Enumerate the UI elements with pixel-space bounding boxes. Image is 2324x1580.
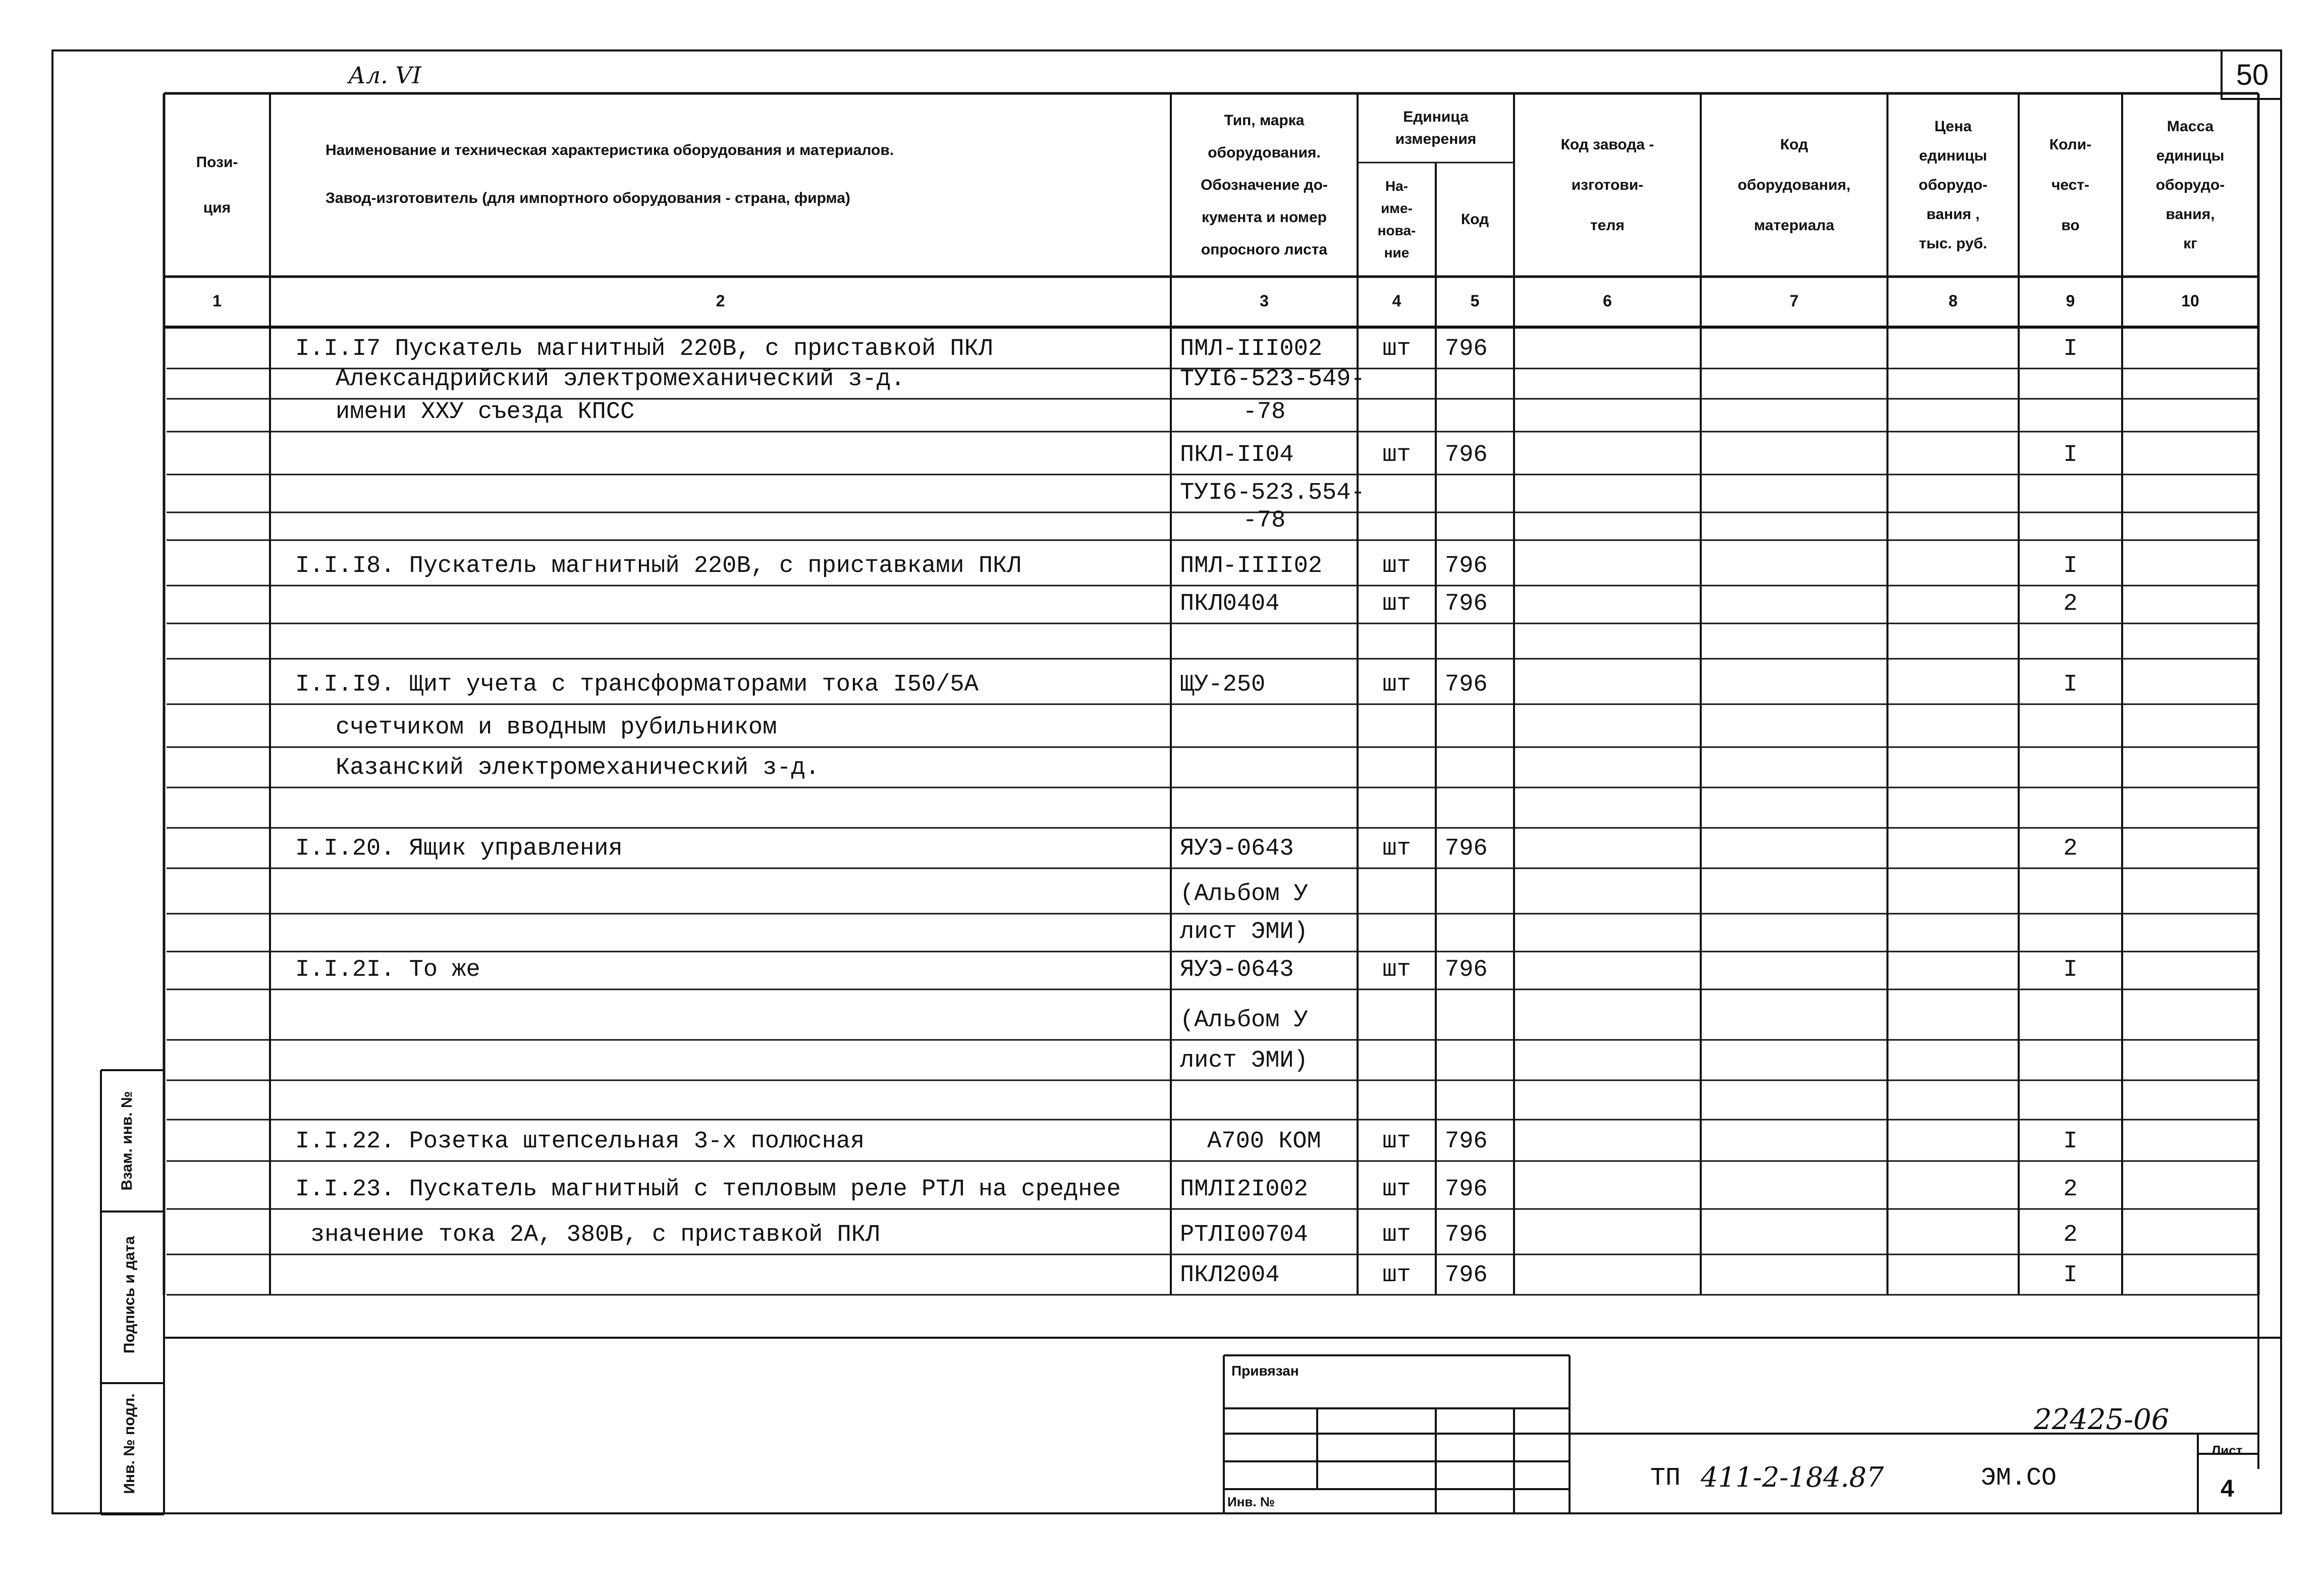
item-name: I.I.22. Розетка штепсельная 3-х полюсная bbox=[295, 1128, 865, 1155]
item-quantity: 2 bbox=[2063, 1176, 2078, 1203]
column-number: 10 bbox=[2181, 292, 2199, 310]
item-unit: шт bbox=[1382, 671, 1411, 698]
column-number: 6 bbox=[1603, 292, 1612, 310]
header-line: Цена bbox=[1934, 118, 1972, 135]
item-type: ЩУ-250 bbox=[1180, 671, 1266, 698]
header-line: во bbox=[2061, 217, 2080, 234]
header-line: оборудования. bbox=[1208, 144, 1321, 161]
item-type: ТУI6-523-549- bbox=[1180, 366, 1365, 393]
header-line: Масса bbox=[2167, 118, 2214, 135]
header-line: изготови- bbox=[1571, 176, 1644, 193]
item-quantity: I bbox=[2063, 1128, 2078, 1155]
header-unit-code bbox=[1436, 205, 1514, 234]
item-type: ПМЛ-IIII02 bbox=[1180, 553, 1323, 580]
item-type: ЯУЭ-0643 bbox=[1180, 835, 1294, 862]
item-name: I.I.I8. Пускатель магнитный 220В, с приставками ПКЛ bbox=[295, 553, 1021, 580]
item-name: I.I.20. Ящик управления bbox=[295, 835, 623, 862]
item-quantity: I bbox=[2063, 336, 2078, 362]
item-unit: шт bbox=[1382, 1176, 1411, 1203]
item-quantity: 2 bbox=[2063, 1222, 2078, 1248]
header-line: ция bbox=[203, 199, 231, 216]
column-number: 5 bbox=[1470, 292, 1480, 310]
header-line: вания , bbox=[1926, 205, 1980, 223]
column-number: 3 bbox=[1260, 292, 1269, 310]
item-type: лист ЭМИ) bbox=[1180, 1047, 1308, 1074]
column-number: 1 bbox=[212, 292, 222, 310]
album-label: Ал. VI bbox=[348, 62, 421, 89]
header-line: Обозначение до- bbox=[1201, 176, 1328, 193]
item-name: I.I.23. Пускатель магнитный с тепловым реле РТЛ на среднее bbox=[295, 1176, 1121, 1203]
stamp-linked-label: Привязан bbox=[1231, 1363, 1299, 1379]
header-line: кумента и номер bbox=[1201, 208, 1327, 226]
sheet-number: 50 bbox=[2236, 58, 2269, 91]
item-unit: шт bbox=[1382, 336, 1411, 362]
header-line: оборудо- bbox=[1918, 176, 1988, 193]
item-name: значение тока 2А, 380В, с приставкой ПКЛ bbox=[310, 1222, 880, 1248]
header-line: материала bbox=[1754, 217, 1834, 234]
header-mass bbox=[2122, 112, 2258, 258]
project-prefix: ТП bbox=[1650, 1464, 1681, 1493]
side-label-original-inv: Инв. № подл. bbox=[121, 1393, 138, 1494]
sheet-value: 4 bbox=[2221, 1476, 2234, 1502]
item-unit-code: 796 bbox=[1445, 442, 1488, 468]
item-quantity: I bbox=[2063, 1262, 2078, 1289]
item-type: (Альбом У bbox=[1180, 1007, 1308, 1034]
item-unit: шт bbox=[1382, 442, 1411, 468]
item-name: I.I.2I. То же bbox=[295, 957, 480, 983]
item-unit-code: 796 bbox=[1445, 336, 1488, 362]
header-line: единицы bbox=[2156, 147, 2225, 164]
item-unit: шт bbox=[1382, 957, 1411, 983]
item-unit-code: 796 bbox=[1445, 671, 1488, 698]
header-line: теля bbox=[1590, 217, 1625, 234]
header-plant-code bbox=[1514, 125, 1701, 246]
item-unit: шт bbox=[1382, 553, 1411, 580]
item-type: ПКЛ-II04 bbox=[1180, 442, 1294, 468]
item-quantity: I bbox=[2063, 442, 2078, 468]
header-line: Код завода - bbox=[1560, 136, 1654, 153]
item-unit-code: 796 bbox=[1445, 835, 1488, 862]
item-name: I.I.I7 Пускатель магнитный 220В, с приставкой ПКЛ bbox=[295, 336, 993, 362]
item-type: ПКЛ2004 bbox=[1180, 1262, 1280, 1289]
item-type: лист ЭМИ) bbox=[1180, 919, 1308, 945]
column-number: 8 bbox=[1949, 292, 1958, 310]
item-unit: шт bbox=[1382, 835, 1411, 862]
header-type bbox=[1171, 104, 1358, 266]
header-line: опросного листа bbox=[1201, 241, 1328, 258]
item-unit: шт bbox=[1382, 1128, 1411, 1155]
stamp-inv-label: Инв. № bbox=[1227, 1494, 1275, 1509]
header-line: Код bbox=[1461, 211, 1489, 228]
item-name: Александрийский электромеханический з-д. bbox=[336, 366, 905, 393]
item-type: ЯУЭ-0643 bbox=[1180, 957, 1294, 983]
column-number: 4 bbox=[1392, 292, 1401, 310]
header-price bbox=[1887, 112, 2019, 258]
header-line: оборудо- bbox=[2155, 176, 2225, 193]
registration-number: 22425-06 bbox=[2034, 1403, 2170, 1436]
header-line: Наименование и техническая характеристика оборудования и материалов. bbox=[326, 142, 894, 159]
header-line: единицы bbox=[1919, 147, 1987, 164]
side-label-signature-date: Подпись и дата bbox=[121, 1236, 138, 1354]
item-unit-code: 796 bbox=[1445, 1128, 1488, 1155]
header-line: нова- bbox=[1377, 223, 1416, 238]
item-quantity: I bbox=[2063, 553, 2078, 580]
item-unit: шт bbox=[1382, 1222, 1411, 1248]
item-name: Казанский электромеханический з-д. bbox=[336, 755, 820, 781]
header-line: Код bbox=[1780, 136, 1808, 153]
project-number: 411-2-184.87 bbox=[1701, 1461, 1884, 1493]
item-unit-code: 796 bbox=[1445, 1176, 1488, 1203]
header-unit-group bbox=[1358, 106, 1514, 150]
side-label-replacement-inv: Взам. инв. № bbox=[119, 1091, 135, 1191]
header-line: тыс. руб. bbox=[1919, 235, 1987, 252]
column-number: 2 bbox=[716, 292, 725, 310]
item-type: (Альбом У bbox=[1180, 881, 1308, 908]
item-name: имени ХХУ съезда КПСС bbox=[336, 399, 635, 426]
item-type: ПКЛ0404 bbox=[1180, 591, 1280, 617]
item-unit-code: 796 bbox=[1445, 1222, 1488, 1248]
header-line: Завод-изготовитель (для импортного оборудования - страна, фирма) bbox=[326, 190, 850, 206]
header-line: оборудования, bbox=[1738, 176, 1851, 193]
item-type: -78 bbox=[1242, 399, 1286, 426]
header-line: Пози- bbox=[196, 153, 238, 171]
header-unit-name bbox=[1358, 175, 1436, 264]
item-unit-code: 796 bbox=[1445, 1262, 1488, 1289]
sheet-label: Лист bbox=[2211, 1443, 2243, 1458]
header-equipment-code bbox=[1701, 125, 1887, 246]
column-number: 7 bbox=[1790, 292, 1799, 310]
item-type: ПМЛI2I002 bbox=[1180, 1176, 1308, 1203]
item-unit: шт bbox=[1382, 591, 1411, 617]
header-quantity bbox=[2019, 125, 2122, 246]
header-position bbox=[164, 140, 270, 231]
item-unit: шт bbox=[1382, 1262, 1411, 1289]
item-unit-code: 796 bbox=[1445, 553, 1488, 580]
header-line: кг bbox=[2183, 235, 2197, 252]
item-unit-code: 796 bbox=[1445, 591, 1488, 617]
item-type: РТЛI00704 bbox=[1180, 1222, 1308, 1248]
header-line: име- bbox=[1381, 200, 1413, 216]
item-quantity: 2 bbox=[2063, 591, 2078, 617]
header-name bbox=[326, 126, 1158, 222]
item-quantity: 2 bbox=[2063, 835, 2078, 862]
item-quantity: I bbox=[2063, 957, 2078, 983]
item-unit-code: 796 bbox=[1445, 957, 1488, 983]
header-line: Коли- bbox=[2049, 136, 2092, 153]
header-line: измерения bbox=[1395, 130, 1477, 147]
item-type: -78 bbox=[1242, 507, 1286, 534]
document-code: ЭМ.СО bbox=[1981, 1464, 2057, 1493]
header-line: ние bbox=[1384, 245, 1410, 260]
header-line: вания, bbox=[2166, 205, 2215, 223]
item-type: А700 КОМ bbox=[1207, 1128, 1321, 1155]
header-line: На- bbox=[1385, 178, 1409, 194]
header-line: Единица bbox=[1403, 108, 1469, 125]
item-type: ТУI6-523.554- bbox=[1180, 480, 1365, 506]
item-name: I.I.I9. Щит учета с трансформаторами тока I50/5А bbox=[295, 671, 979, 698]
item-type: ПМЛ-III002 bbox=[1180, 336, 1323, 362]
item-quantity: I bbox=[2063, 671, 2078, 698]
column-number: 9 bbox=[2066, 292, 2075, 310]
header-line: Тип, марка bbox=[1224, 112, 1305, 129]
header-line: чест- bbox=[2051, 176, 2090, 193]
item-name: счетчиком и вводным рубильником bbox=[336, 714, 777, 741]
